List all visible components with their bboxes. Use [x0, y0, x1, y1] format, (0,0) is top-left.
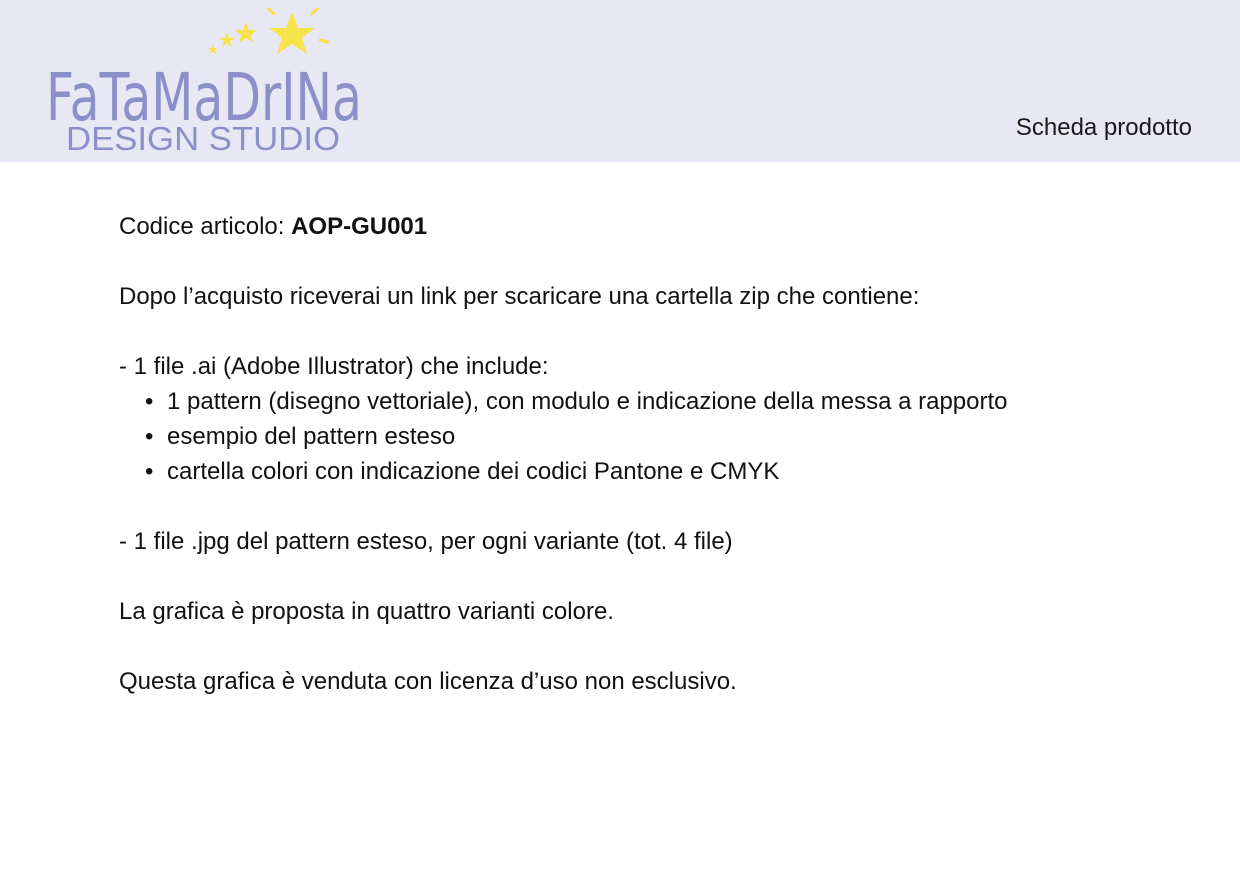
article-code-value: AOP-GU001 [291, 213, 428, 240]
star-icon [208, 44, 218, 54]
page-header [0, 0, 1240, 162]
list-item-text: 1 pattern (disegno vettoriale), con modulo e indicazione della messa a rapporto [167, 388, 1008, 415]
spacer [119, 629, 1179, 664]
variants-text: La grafica è proposta in quattro varianti colore. [119, 598, 614, 625]
star-icon [269, 12, 315, 54]
list-item [119, 384, 1179, 419]
spacer [119, 314, 1179, 349]
star-icon [219, 32, 235, 47]
article-code-label: Codice articolo: [119, 213, 292, 240]
bullet-icon: • [145, 423, 154, 450]
item-jpg-file: - 1 file .jpg del pattern esteso, per ogni variante (tot. 4 file) [119, 528, 733, 555]
spacer [119, 244, 1179, 279]
bullet-icon: • [145, 458, 154, 485]
list-item [119, 454, 1179, 489]
spacer [119, 559, 1179, 594]
article-code-row [119, 209, 1179, 244]
bullet-icon: • [145, 388, 154, 415]
product-sheet-body [119, 209, 1179, 699]
star-icon [235, 22, 257, 43]
logo-graphic [44, 8, 374, 158]
brand-name: FaTaMaDrINa [46, 59, 362, 136]
document-type-label: Scheda prodotto [1015, 114, 1192, 141]
license-text: Questa grafica è venduta con licenza d’uso non esclusivo. [119, 668, 737, 695]
item-ai-file: - 1 file .ai (Adobe Illustrator) che include: [119, 353, 549, 380]
spacer [119, 489, 1179, 524]
brand-subtitle: DESIGN STUDIO [66, 120, 340, 157]
list-item [119, 419, 1179, 454]
intro-text: Dopo l’acquisto riceverai un link per scaricare una cartella zip che contiene: [119, 283, 920, 310]
list-item-text: cartella colori con indicazione dei codici Pantone e CMYK [167, 458, 780, 485]
brand-logo [44, 8, 374, 158]
list-item-text: esempio del pattern esteso [167, 423, 456, 450]
